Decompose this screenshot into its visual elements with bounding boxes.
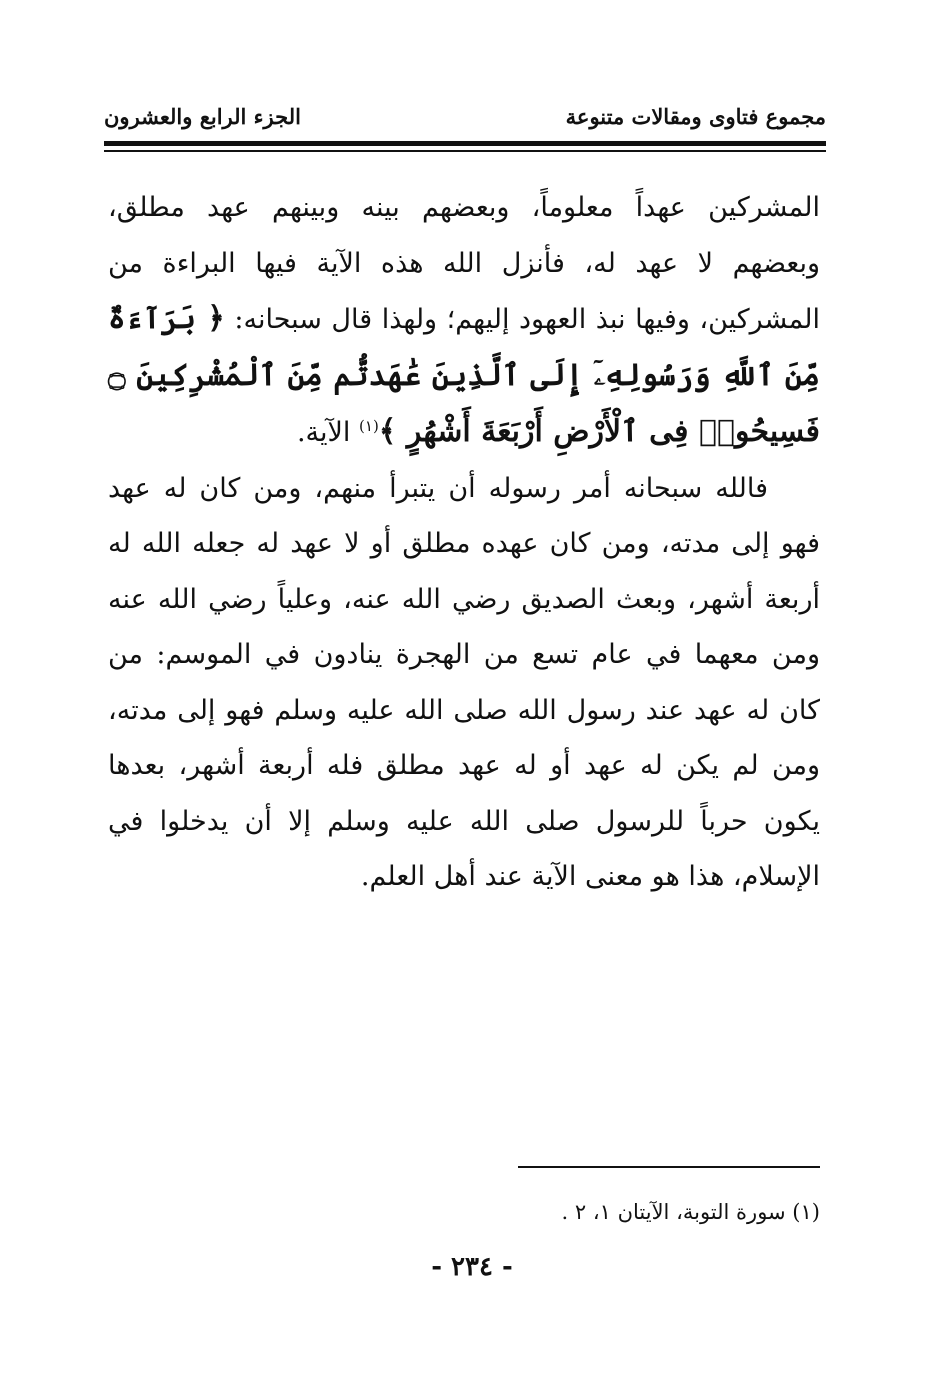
footnote: (١) سورة التوبة، الآيتان ١، ٢ .: [561, 1200, 820, 1224]
quran-verse: ﴿ بَرَآءَةٌ مِّنَ ٱللَّهِ وَرَسُولِهِۦٓ إِلَى ٱلَّذِينَ عَٰهَدتُّم مِّنَ ٱلْمُشْرِكِينَ ۝ فَسِيحُوا۟ فِى ٱلْأَرْضِ أَرْبَعَةَ أَشْهُرٍ ﴾: [108, 301, 820, 449]
paragraph-1-ending: الآية.: [296, 417, 360, 448]
running-head: [104, 104, 826, 140]
header-rule-thin: [104, 150, 826, 152]
paragraph-2: فالله سبحانه أمر رسوله أن يتبرأ منهم، ومن كان له عهد فهو إلى مدته، ومن كان عهده مطلق أو لا عهد له جعله الله له أربعة أشهر، وبعث الصديق رضي الله عنه، وعلياً رضي الله عنه ومن معهما في عام تسع من الهجرة ينادون في الموسم: من كان له عهد عند رسول الله صلى الله عليه وسلم فهو إلى مدته، ومن لم يكن له عهد أو له عهد مطلق فله أربعة أشهر، بعدها يكون حرباً للرسول صلى الله عليه وسلم إلا أن يدخلوا في الإسلام، هذا هو معنى الآية عند أهل العلم.: [108, 472, 820, 892]
footnote-separator: [518, 1166, 820, 1168]
volume-label: الجزء الرابع والعشرون: [104, 104, 301, 129]
page-number: - ٢٣٤ -: [431, 1252, 513, 1282]
footnote-reference[interactable]: (١): [359, 417, 379, 435]
book-title: مجموع فتاوى ومقالات متنوعة: [565, 104, 826, 129]
paragraph-1-text: المشركين عهداً معلوماً، وبعضهم بينه وبينهم عهد مطلق، وبعضهم لا عهد له، فأنزل الله هذه الآية فيها البراءة من المشركين، وفيها نبذ العهود إليهم؛ ولهذا قال سبحانه:: [108, 192, 820, 335]
main-text: [108, 180, 820, 905]
header-rule-thick: [104, 141, 826, 146]
paragraph-1: [108, 180, 820, 461]
